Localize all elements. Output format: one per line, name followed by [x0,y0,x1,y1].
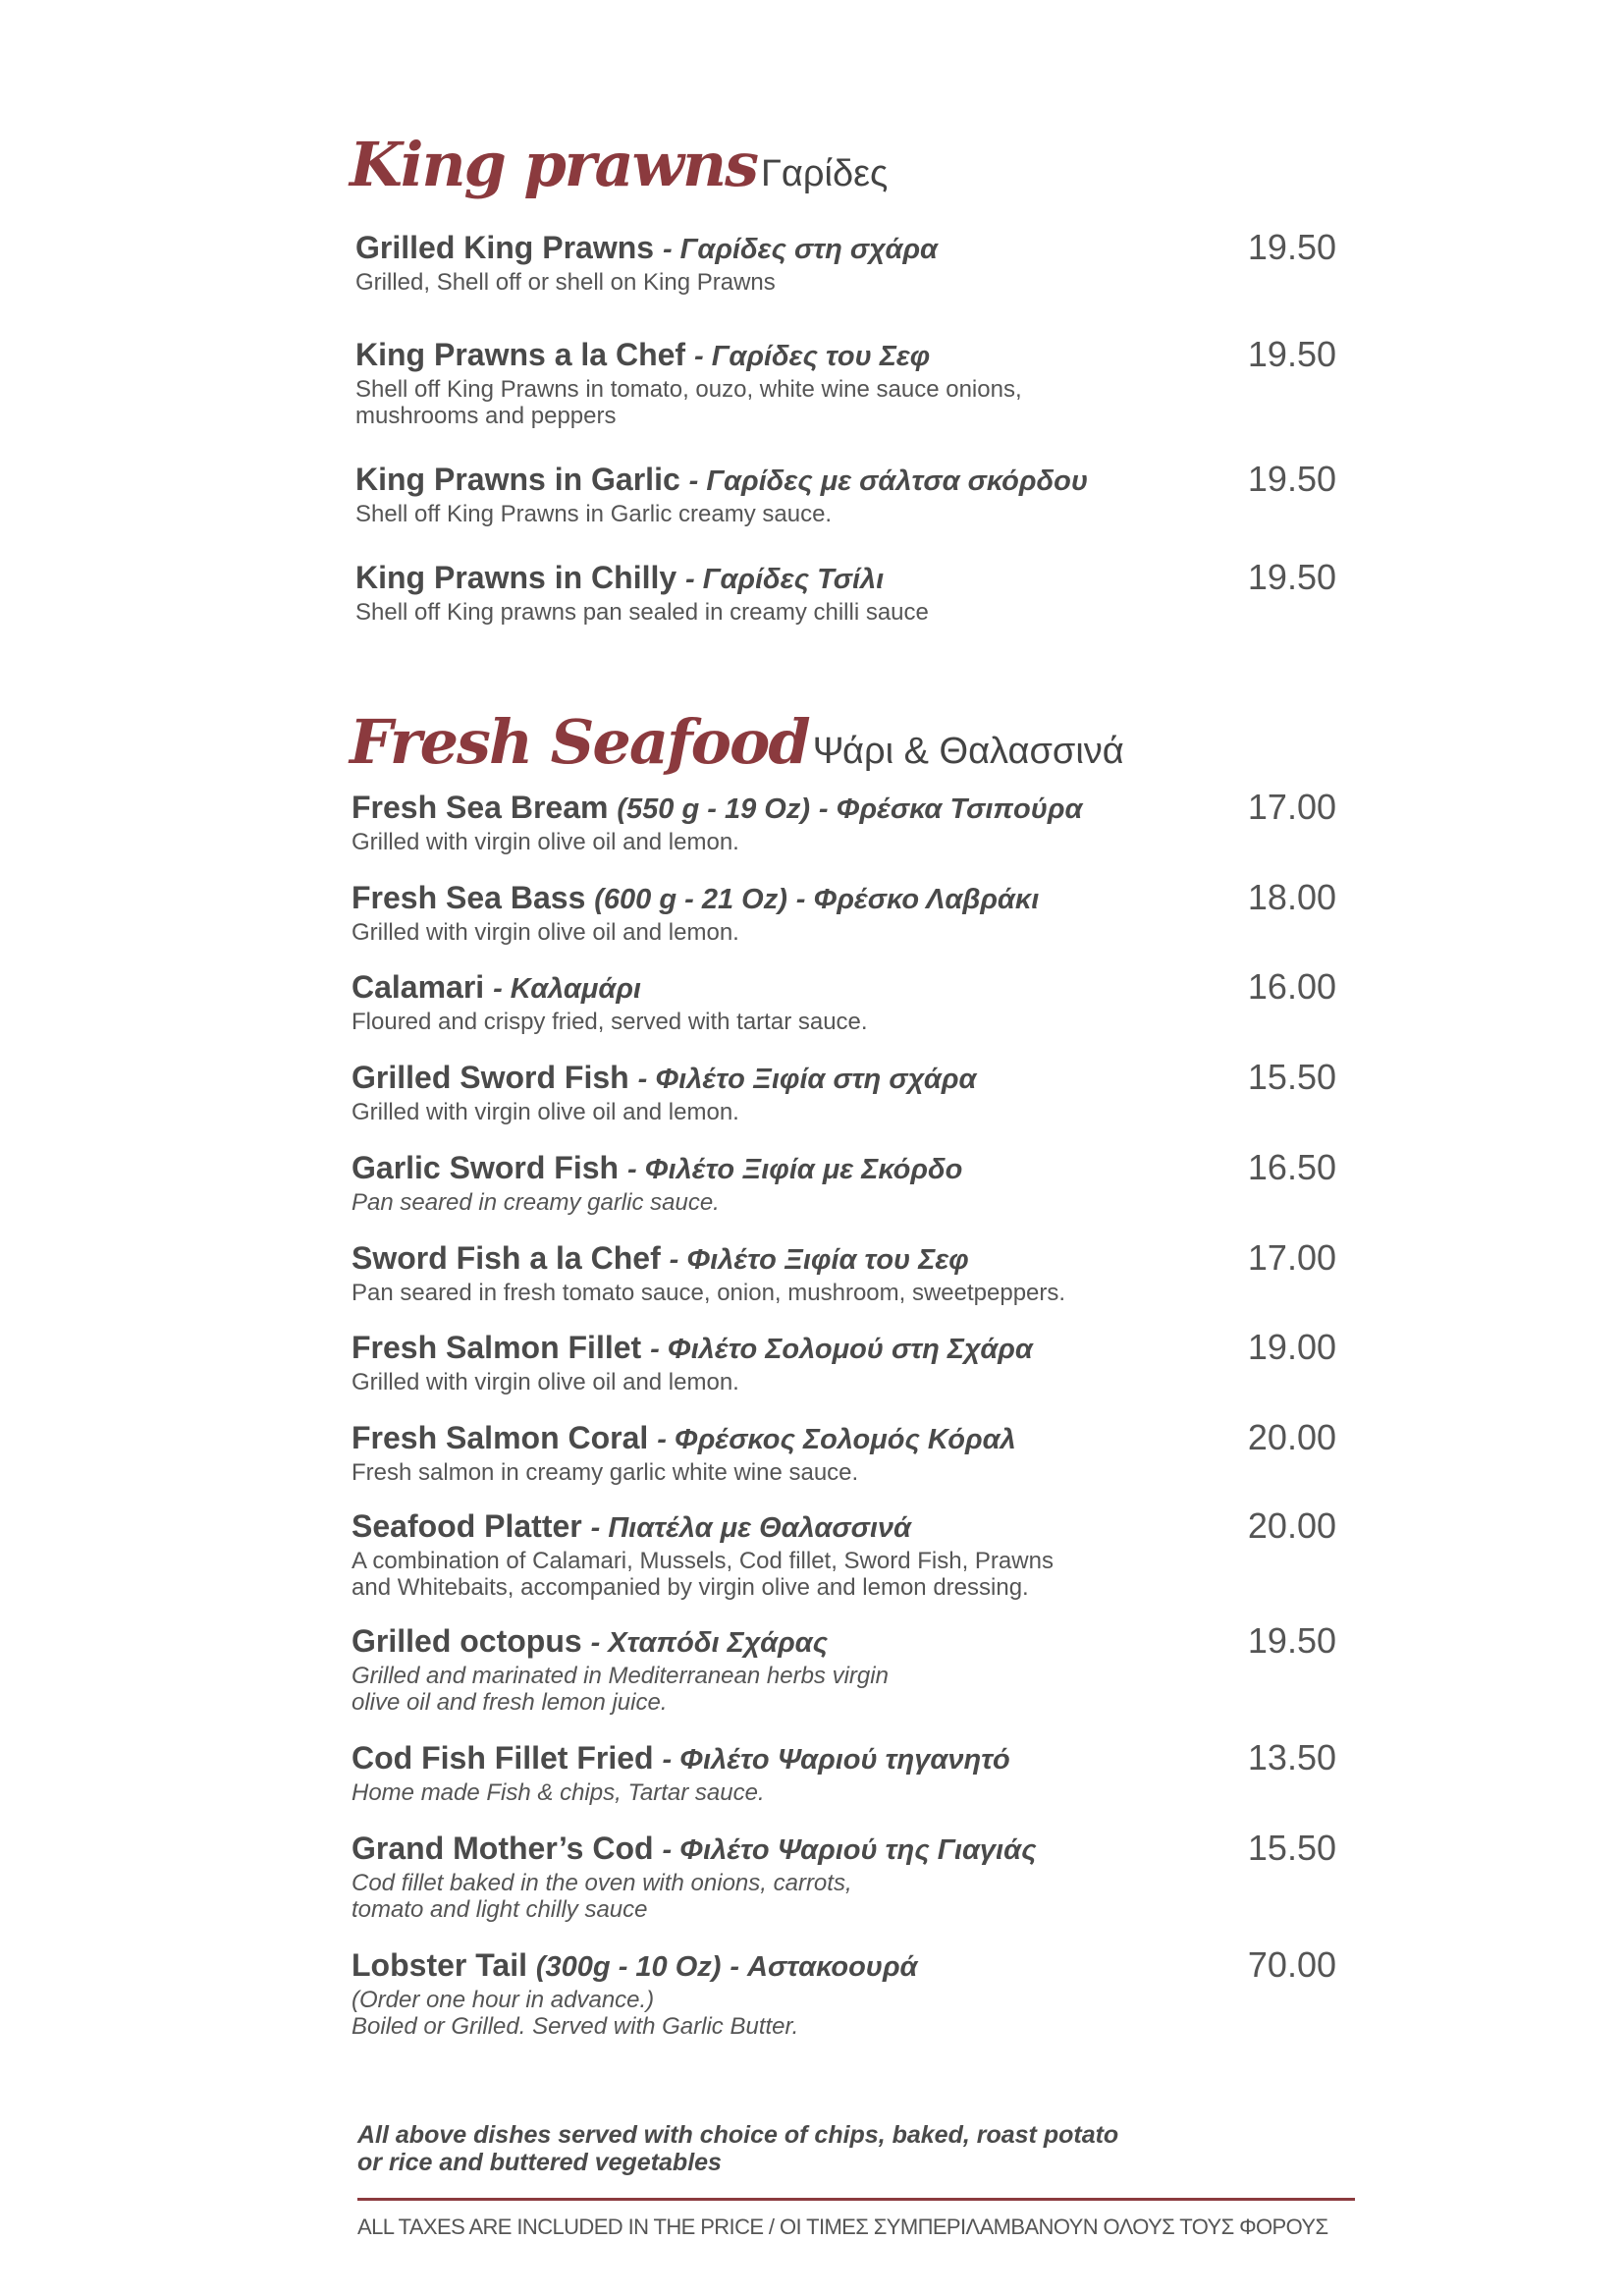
menu-item [352,967,1333,1035]
menu-item [352,878,1333,946]
item-greek-name: Φιλέτο Ξιφία του Σεφ [686,1244,969,1276]
menu-item [352,1829,1333,1923]
item-name: King Prawns in Garlic [355,462,680,497]
item-title [355,558,1337,599]
item-greek-name: Φρέσκα Τσιπούρα [836,793,1083,825]
item-description: Grilled and marinated in Mediterranean herbs virgin [352,1663,889,1689]
item-description: and Whitebaits, accompanied by virgin olive and lemon dressing. [352,1574,1029,1601]
item-description: Grilled with virgin olive oil and lemon. [352,829,739,855]
item-description: Boiled or Grilled. Served with Garlic Butter. [352,2013,799,2040]
item-dash: - [730,1951,748,1983]
note-line: or rice and buttered vegetables [357,2149,722,2176]
item-name: Grilled King Prawns [355,230,655,265]
item-greek-name: Καλαμάρι [510,973,641,1005]
item-title [352,1148,1333,1189]
item-description: Pan seared in creamy garlic sauce. [352,1189,720,1216]
item-title [352,788,1333,829]
item-price: 17.00 [1247,787,1336,827]
item-price: 15.50 [1247,1057,1336,1097]
item-dash: - [669,1244,687,1276]
item-dash: - [650,1334,668,1365]
item-dash: - [685,564,703,595]
item-price: 19.50 [1247,459,1336,499]
item-greek-name: Γαρίδες με σάλτσα σκόρδου [706,465,1089,497]
menu-item [352,1506,1333,1601]
item-description: Grilled with virgin olive oil and lemon. [352,1099,739,1125]
item-dash: - [493,973,511,1005]
item-description: Home made Fish & chips, Tartar sauce. [352,1779,765,1806]
item-description: A combination of Calamari, Mussels, Cod fillet, Sword Fish, Prawns [352,1548,1054,1574]
item-weight: (300g - 10 Oz) [535,1951,722,1983]
item-title [355,228,1337,269]
item-price: 20.00 [1247,1417,1336,1457]
menu-item [352,788,1333,855]
item-greek-name: Αστακοουρά [747,1951,918,1983]
item-description: Floured and crispy fried, served with tartar sauce. [352,1009,868,1035]
item-dash: - [662,1744,680,1776]
item-description: Shell off King prawns pan sealed in creamy chilli sauce [355,599,929,626]
item-title [352,1328,1333,1369]
taxes-notice: ALL TAXES ARE INCLUDED IN THE PRICE / ΟΙ ΤΙΜΕΣ ΣΥΜΠΕΡΙΛΑΜΒΑΝΟΥΝ ΟΛΟΥΣ ΤΟΥΣ ΦΟΡΟΥΣ [357,2214,1328,2239]
item-description: Shell off King Prawns in tomato, ouzo, white wine sauce onions, [355,376,1022,403]
item-name: Lobster Tail [352,1947,527,1983]
item-price: 15.50 [1247,1828,1336,1868]
item-title [352,1621,1333,1663]
item-title [352,1738,1333,1779]
item-dash: - [662,1834,680,1866]
item-greek-name: Φιλέτο Ξιφία με Σκόρδο [644,1154,963,1185]
item-greek-name: Φιλέτο Ψαριού τηγανητό [679,1744,1010,1776]
item-description: Grilled, Shell off or shell on King Prawns [355,269,776,296]
item-description: Fresh salmon in creamy garlic white wine sauce. [352,1459,859,1486]
item-greek-name: Γαρίδες Τσίλι [702,564,885,595]
item-name: Seafood Platter [352,1508,582,1544]
side-dishes-note [357,2121,1118,2176]
item-price: 19.50 [1247,227,1336,267]
item-weight: (550 g - 19 Oz) [617,793,810,825]
item-price: 18.00 [1247,877,1336,917]
item-greek-name: Πιατέλα με Θαλασσινά [608,1512,911,1544]
menu-item [355,460,1337,527]
item-dash: - [662,234,680,265]
item-price: 16.50 [1247,1147,1336,1187]
item-name: Fresh Sea Bass [352,880,586,915]
item-price: 19.00 [1247,1327,1336,1367]
item-dash: - [688,465,707,497]
menu-item [352,1328,1333,1395]
menu-item [355,558,1337,626]
section-heading-king-prawns [350,126,888,221]
item-description: Shell off King Prawns in Garlic creamy sauce. [355,501,833,527]
item-title [352,878,1333,919]
item-name: Grand Mother’s Cod [352,1831,654,1866]
item-dash: - [626,1154,645,1185]
menu-item [352,1621,1333,1716]
item-price: 20.00 [1247,1505,1336,1546]
menu-item [352,1945,1333,2040]
item-price: 16.00 [1247,966,1336,1007]
item-description: Grilled with virgin olive oil and lemon. [352,1369,739,1395]
item-dash: - [590,1627,609,1659]
item-name: King Prawns a la Chef [355,337,686,372]
item-greek-name: Φρέσκο Λαβράκι [813,884,1040,915]
item-title [355,460,1337,501]
item-name: Calamari [352,969,485,1005]
note-line: All above dishes served with choice of chips, baked, roast potato [357,2121,1119,2149]
item-description: olive oil and fresh lemon juice. [352,1689,668,1716]
item-price: 70.00 [1247,1944,1336,1985]
item-greek-name: Φιλέτο Σολομού στη Σχάρα [667,1334,1033,1365]
section-title-greek: Γαρίδες [761,153,889,194]
item-description: Pan seared in fresh tomato sauce, onion, mushroom, sweetpeppers. [352,1280,1066,1306]
item-name: King Prawns in Chilly [355,560,677,595]
item-title [352,1238,1333,1280]
item-greek-name: Φιλέτο Ψαριού της Γιαγιάς [679,1834,1037,1866]
item-description: Grilled with virgin olive oil and lemon. [352,919,739,946]
item-dash: - [795,884,814,915]
item-price: 19.50 [1247,1620,1336,1661]
item-title [352,1418,1333,1459]
item-description: (Order one hour in advance.) [352,1987,655,2013]
item-dash: - [657,1424,675,1455]
item-name: Cod Fish Fillet Fried [352,1740,654,1776]
section-title-greek: Ψάρι & Θαλασσινά [812,731,1124,772]
item-greek-name: Γαρίδες του Σεφ [711,341,931,372]
item-description: tomato and light chilly sauce [352,1896,648,1923]
menu-item [352,1418,1333,1486]
menu-item [352,1148,1333,1216]
item-price: 19.50 [1247,557,1336,597]
item-name: Grilled Sword Fish [352,1060,629,1095]
item-greek-name: Χταπόδι Σχάρας [608,1627,829,1659]
item-dash: - [637,1064,656,1095]
item-description: Cod fillet baked in the oven with onions, carrots, [352,1870,852,1896]
item-title [352,1058,1333,1099]
item-name: Fresh Salmon Coral [352,1420,649,1455]
item-greek-name: Φρέσκος Σολομός Κόραλ [674,1424,1016,1455]
item-description: mushrooms and peppers [355,403,617,429]
item-weight: (600 g - 21 Oz) [594,884,787,915]
menu-item [352,1058,1333,1125]
section-title: Fresh Seafood [350,706,809,778]
item-name: Fresh Salmon Fillet [352,1330,642,1365]
item-greek-name: Φιλέτο Ξιφία στη σχάρα [655,1064,977,1095]
item-title [355,335,1337,376]
menu-item [352,1738,1333,1806]
item-name: Garlic Sword Fish [352,1150,620,1185]
item-dash: - [818,793,837,825]
item-title [352,1506,1333,1548]
item-price: 13.50 [1247,1737,1336,1777]
item-name: Grilled octopus [352,1623,582,1659]
item-price: 19.50 [1247,334,1336,374]
menu-item [355,228,1337,296]
item-greek-name: Γαρίδες στη σχάρα [679,234,939,265]
menu-item [355,335,1337,429]
item-title [352,967,1333,1009]
section-heading-fresh-seafood [350,703,1124,798]
item-price: 17.00 [1247,1237,1336,1278]
item-dash: - [693,341,712,372]
item-name: Sword Fish a la Chef [352,1240,661,1276]
item-dash: - [590,1512,609,1544]
divider [357,2198,1355,2201]
item-name: Fresh Sea Bream [352,790,609,825]
item-title [352,1945,1333,1987]
item-title [352,1829,1333,1870]
menu-item [352,1238,1333,1306]
section-title: King prawns [350,129,757,200]
